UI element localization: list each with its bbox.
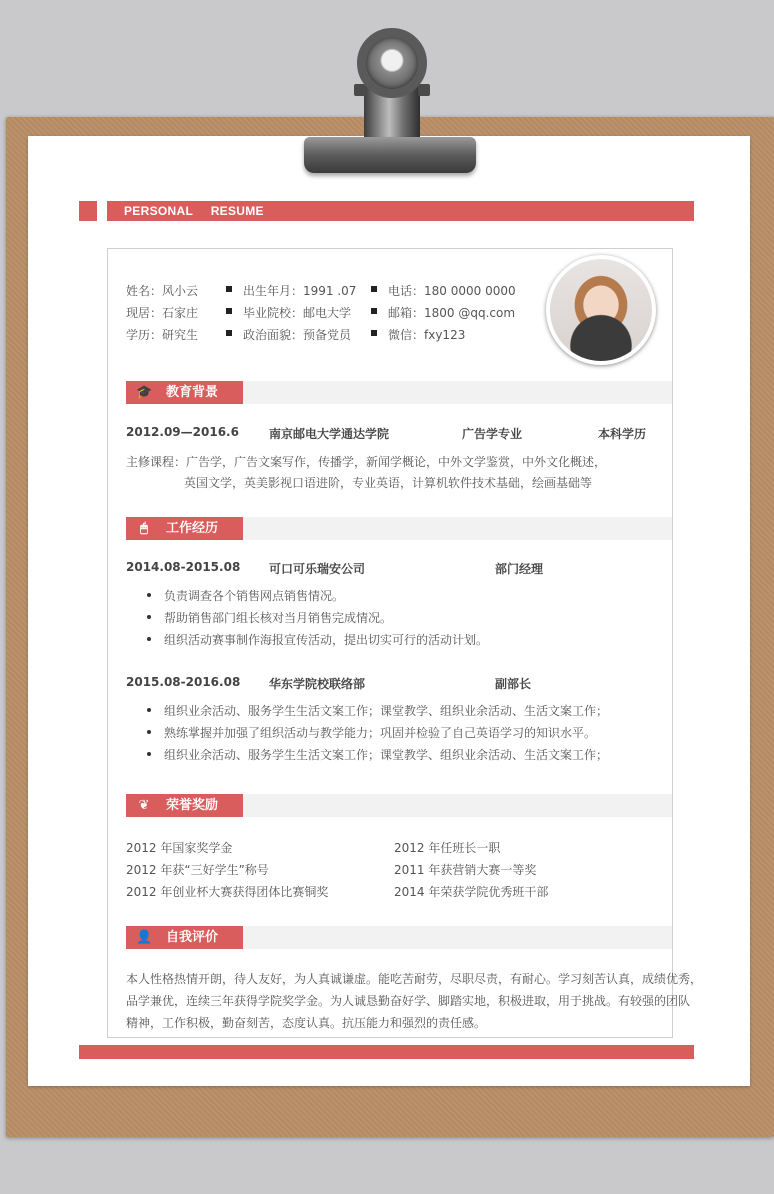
header-bar xyxy=(107,201,694,221)
list-item: 熟练掌握并加强了组织活动与教学能力；巩固并检验了自己英语学习的知识水平。 xyxy=(164,726,597,740)
edu-period: 2012.09—2016.6 xyxy=(126,425,239,439)
job2-company: 华东学院校联络部 xyxy=(269,677,366,691)
honor-item: 2014 年荣获学院优秀班干部 xyxy=(394,885,549,899)
list-bullet xyxy=(147,637,151,641)
clip-ear-left xyxy=(354,84,366,96)
header-tab xyxy=(79,201,97,221)
edu-courses-line1: 主修课程：广告学，广告文案写作，传播学，新闻学概论，中外文学鉴赏，中外文化概述， xyxy=(126,455,607,469)
bullet-square xyxy=(371,330,377,336)
list-bullet xyxy=(147,593,151,597)
header-right-text: RESUME xyxy=(210,204,264,218)
section-title-text: 工作经历 xyxy=(166,521,219,536)
clip-ring-icon xyxy=(357,28,427,98)
section-title-work xyxy=(126,517,243,540)
honor-item: 2012 年获“三好学生”称号 xyxy=(126,863,269,877)
job1-period: 2014.08-2015.08 xyxy=(126,560,241,574)
edu-degree: 本科学历 xyxy=(598,427,647,441)
list-bullet xyxy=(147,752,151,756)
list-item: 负责调查各个销售网点销售情况。 xyxy=(164,589,345,603)
profile-politics: 政治面貌：预备党员 xyxy=(243,328,352,342)
job1-role: 部门经理 xyxy=(495,562,544,576)
profile-email: 邮箱：1800 @qq.com xyxy=(388,306,516,320)
section-title-self xyxy=(126,926,243,949)
list-item: 组织活动赛事制作海报宣传活动，提出切实可行的活动计划。 xyxy=(164,633,489,647)
section-title-text: 自我评价 xyxy=(166,930,219,945)
graduation-cap-icon: 🎓 xyxy=(136,385,153,400)
list-item: 组织业余活动、服务学生生活文案工作；课堂教学、组织业余活动、生活文案工作； xyxy=(164,748,609,762)
self-eval-line: 精神，工作积极，勤奋刻苦，态度认真。抗压能力和强烈的责任感。 xyxy=(126,1016,487,1030)
avatar-photo xyxy=(550,259,652,361)
honor-item: 2012 年创业杯大赛获得团体比赛铜奖 xyxy=(126,885,329,899)
self-eval-line: 本人性格热情开朗，待人友好，为人真诚谦虚。能吃苦耐劳，尽职尽责，有耐心。学习刻苦认真，成绩优秀， xyxy=(126,972,703,986)
job1-company: 可口可乐瑞安公司 xyxy=(269,562,366,576)
job2-period: 2015.08-2016.08 xyxy=(126,675,241,689)
edu-courses-line2: 英国文学，英美影视口语进阶，专业英语，计算机软件技术基础，绘画基础等 xyxy=(184,476,593,490)
person-icon: 👤 xyxy=(136,930,153,945)
profile-wechat: 微信：fxy123 xyxy=(388,328,466,342)
edu-school: 南京邮电大学通达学院 xyxy=(269,427,390,441)
profile-name: 姓名：风小云 xyxy=(126,284,199,298)
header-left-text: PERSONAL xyxy=(124,204,194,218)
mouse-icon: 🖱 xyxy=(140,521,148,536)
bullet-square xyxy=(371,286,377,292)
avatar xyxy=(546,255,656,365)
bullet-square xyxy=(226,286,232,292)
list-bullet xyxy=(147,615,151,619)
profile-phone: 电话：180 0000 0000 xyxy=(388,284,516,298)
honor-item: 2011 年获营销大赛一等奖 xyxy=(394,863,537,877)
job2-role: 副部长 xyxy=(495,677,532,691)
honor-item: 2012 年国家奖学金 xyxy=(126,841,233,855)
honor-item: 2012 年任班长一职 xyxy=(394,841,501,855)
profile-location: 现居：石家庄 xyxy=(126,306,199,320)
bullet-square xyxy=(371,308,377,314)
section-title-education xyxy=(126,381,243,404)
section-title-text: 荣誉奖励 xyxy=(166,798,219,813)
profile-degree: 学历：研究生 xyxy=(126,328,199,342)
list-item: 帮助销售部门组长核对当月销售完成情况。 xyxy=(164,611,393,625)
binder-clip xyxy=(304,137,476,173)
section-title-honors xyxy=(126,794,243,817)
list-bullet xyxy=(147,708,151,712)
bullet-square xyxy=(226,330,232,336)
footer-bar xyxy=(79,1045,694,1059)
clip-ear-right xyxy=(418,84,430,96)
self-eval-line: 品学兼优，连续三年获得学院奖学金。为人诚恳勤奋好学、脚踏实地，积极进取，用于挑战。有较强的团队 xyxy=(126,994,691,1008)
list-bullet xyxy=(147,730,151,734)
leaf-icon: ❦ xyxy=(138,798,150,813)
bullet-square xyxy=(226,308,232,314)
profile-birth: 出生年月：1991 .07 xyxy=(243,284,357,298)
list-item: 组织业余活动、服务学生生活文案工作；课堂教学、组织业余活动、生活文案工作； xyxy=(164,704,609,718)
edu-major: 广告学专业 xyxy=(462,427,523,441)
section-title-text: 教育背景 xyxy=(166,385,219,400)
profile-school: 毕业院校：邮电大学 xyxy=(243,306,352,320)
